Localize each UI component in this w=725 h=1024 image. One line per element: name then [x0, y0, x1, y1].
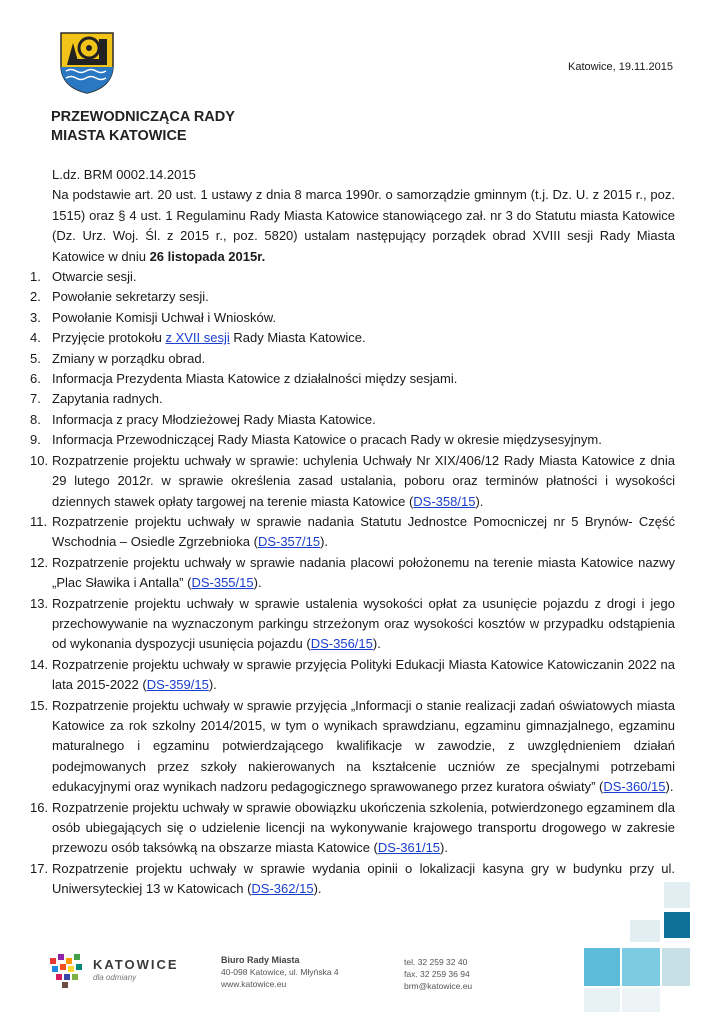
agenda-item-link[interactable]: DS-360/15 — [603, 779, 666, 795]
agenda-item-number: 13. — [30, 595, 49, 611]
agenda-item-number: 6. — [30, 371, 41, 387]
agenda-item-text-end: ). — [253, 575, 262, 591]
agenda-item — [30, 410, 675, 430]
heading-line-1: PRZEWODNICZĄCA RADY — [51, 109, 235, 125]
logo-wordmark: KATOWICE — [93, 957, 179, 972]
agenda-item-text: Rozpatrzenie projektu uchwały w sprawie ustalenia wysokości opłat za usunięcie pojazdu z drogi i jego przechowywanie na wyznaczonym parkingu strzeżonym oraz wysokości kosztów w przypadku odstąpienia od wykonania dyspozycji usunięcia pojazdu ( — [52, 595, 675, 652]
agenda-item-number: 2. — [30, 289, 41, 305]
agenda-item-text-end: ). — [313, 881, 322, 897]
document-date: Katowice, 19.11.2015 — [568, 61, 673, 73]
agenda-item-number: 4. — [30, 330, 41, 346]
agenda-item — [30, 389, 675, 409]
agenda-item-link[interactable]: DS-359/15 — [146, 677, 209, 693]
agenda-item — [30, 553, 675, 594]
logo-tagline: dla odmiany — [93, 973, 137, 982]
agenda-item-text: Rozpatrzenie projektu uchwały w sprawie nadania Statutu Jednostce Pomocniczej nr 5 Brynów- Część Wschodnia – Osiedle Zgrzebnioka ( — [52, 513, 675, 550]
agenda-list — [30, 267, 675, 900]
agenda-item-text: Rozpatrzenie projektu uchwały w sprawie wydania opinii o lokalizacji kasyna gry w budynku przy ul. Uniwersyteckiej 13 w Katowicach ( — [52, 860, 675, 897]
agenda-item-text: Rozpatrzenie projektu uchwały w sprawie nadania placowi położonemu na terenie miasta Katowice nazwy „Plac Sławika i Antalla” ( — [52, 554, 675, 591]
agenda-item-link[interactable]: DS-355/15 — [191, 575, 254, 591]
agenda-item-number: 1. — [30, 269, 41, 285]
agenda-item-text: Informacja z pracy Młodzieżowej Rady Miasta Katowice. — [52, 411, 376, 427]
agenda-item — [30, 328, 675, 348]
office-web[interactable]: www.katowice.eu — [221, 979, 287, 989]
contact-email[interactable]: brm@katowice.eu — [404, 981, 473, 991]
agenda-item-number: 8. — [30, 411, 41, 427]
office-address: 40-098 Katowice, ul. Młyńska 4 — [221, 967, 339, 977]
agenda-item-text: Rozpatrzenie projektu uchwały w sprawie przyjęcia „Informacji o stanie realizacji zadań oświatowych miasta Katowice za rok szkolny 2014/2015, w tym o wynikach sprawdzianu, egzaminu gimnazjalnego, egzaminu maturalnego i egzaminu potwierdzającego kwalifikacje w zawodzie, z uwzględnieniem działań podejmowanych przez szkoły nakierowanych na kształcenie uczniów ze specjalnymi potrzebami edukacyjnymi oraz wynikach nadzoru pedagogicznego sprawowanego przez kuratora oświaty” ( — [52, 697, 675, 795]
agenda-item-link[interactable]: z XVII sesji — [165, 330, 230, 346]
office-name: Biuro Rady Miasta — [221, 955, 300, 965]
agenda-item — [30, 859, 675, 900]
agenda-item — [30, 798, 675, 859]
document-heading — [51, 108, 235, 146]
katowice-coat-of-arms-icon — [59, 31, 115, 95]
contact-tel: tel. 32 259 32 40 — [404, 957, 468, 967]
agenda-item-text-end: ). — [665, 779, 674, 795]
agenda-item — [30, 349, 675, 369]
agenda-item-text-end: ). — [440, 840, 448, 856]
agenda-item-number: 7. — [30, 391, 41, 407]
katowice-logo-icon — [48, 952, 88, 992]
agenda-item — [30, 369, 675, 389]
heading-line-2: MIASTA KATOWICE — [51, 128, 187, 144]
agenda-item-link[interactable]: DS-361/15 — [377, 840, 441, 856]
agenda-item-text-end: ). — [475, 493, 484, 509]
agenda-item — [30, 696, 675, 798]
agenda-item-link[interactable]: DS-362/15 — [251, 881, 314, 897]
agenda-item-number: 11. — [30, 513, 48, 529]
deco-square — [630, 920, 660, 942]
agenda-item-number: 10. — [30, 452, 49, 468]
deco-square — [664, 912, 690, 938]
agenda-item — [30, 267, 675, 287]
agenda-item-number: 5. — [30, 350, 41, 366]
footer-contact — [404, 956, 472, 992]
agenda-item-text: Rozpatrzenie projektu uchwały w sprawie przyjęcia Polityki Edukacji Miasta Katowice Katowiczanin 2022 na lata 2015-2022 ( — [52, 656, 675, 693]
agenda-item-text: Powołanie sekretarzy sesji. — [52, 289, 209, 305]
agenda-item-number: 15. — [30, 697, 49, 713]
footer-logo — [48, 952, 179, 997]
agenda-item-text: Powołanie Komisji Uchwał i Wniosków. — [52, 309, 276, 325]
deco-square — [622, 988, 660, 1012]
agenda-item-number: 3. — [30, 309, 41, 325]
intro-paragraph — [30, 185, 675, 267]
agenda-item-text: Informacja Prezydenta Miasta Katowice z działalności między sesjami. — [52, 371, 458, 387]
deco-square — [662, 948, 690, 986]
deco-square — [622, 948, 660, 986]
agenda-item-number: 17. — [30, 860, 49, 876]
contact-fax: fax. 32 259 36 94 — [404, 969, 470, 979]
agenda-item-number: 12. — [30, 554, 49, 570]
intro-text: Na podstawie art. 20 ust. 1 ustawy z dnia 8 marca 1990r. o samorządzie gminnym (t.j. Dz. U. z 2015 r., poz. 1515) oraz § 4 ust. 1 Regulaminu Rady Miasta Katowice stanowiącego zał. nr 3 do Statutu miasta Katowice (Dz. Urz. Woj. Śl. z 2015 r., poz. 5820) ustalam następujący porządek obrad XVIII sesji Rady Miasta Katowice w dniu — [52, 187, 675, 264]
session-date: 26 listopada 2015r. — [149, 248, 266, 264]
deco-square — [584, 988, 620, 1012]
agenda-item-text: Informacja Przewodniczącej Rady Miasta Katowice o pracach Rady w okresie międzysesyjnym. — [52, 432, 602, 448]
agenda-item-text: Przyjęcie protokołu — [52, 330, 166, 346]
agenda-item — [30, 655, 675, 696]
agenda-item-link[interactable]: DS-358/15 — [413, 493, 476, 509]
agenda-item — [30, 512, 675, 553]
agenda-item-number: 9. — [30, 432, 41, 448]
agenda-item-text-end: ). — [372, 636, 381, 652]
agenda-item-text: Zapytania radnych. — [52, 391, 163, 407]
agenda-item-number: 16. — [30, 799, 49, 815]
agenda-item-text: Otwarcie sesji. — [52, 269, 137, 285]
agenda-item-text-end: Rady Miasta Katowice. — [229, 330, 366, 346]
agenda-item-number: 14. — [30, 656, 49, 672]
deco-square — [584, 948, 620, 986]
agenda-item-text: Rozpatrzenie projektu uchwały w sprawie obowiązku ukończenia szkolenia, potwierdzonego egzaminem dla osób ubiegających się o udzielenie licencji na wykonywanie krajowego transportu drogowego w zakresie przewozu osób taksówką na obszarze miasta Katowice ( — [52, 799, 675, 856]
agenda-item-text-end: ). — [208, 677, 217, 693]
agenda-item-link[interactable]: DS-356/15 — [310, 636, 373, 652]
document-body — [30, 165, 675, 900]
intro-ldz: L.dz. BRM 0002.14.2015 — [52, 167, 196, 182]
agenda-item-link[interactable]: DS-357/15 — [257, 534, 321, 550]
agenda-item — [30, 430, 675, 450]
agenda-item — [30, 308, 675, 328]
agenda-item — [30, 594, 675, 655]
agenda-item-text: Rozpatrzenie projektu uchwały w sprawie: uchylenia Uchwały Nr XIX/406/12 Rady Miasta Katowice z dnia 29 lutego 2012r. w sprawie określenia zasad ustalania, poboru oraz terminów płatności i wysokości dziennych stawek opłaty targowej na terenie miasta Katowice ( — [52, 452, 675, 509]
agenda-item — [30, 287, 675, 307]
agenda-item-text: Zmiany w porządku obrad. — [52, 350, 206, 366]
agenda-item-text-end: ). — [320, 534, 329, 550]
footer-address — [221, 954, 339, 990]
agenda-item — [30, 451, 675, 512]
